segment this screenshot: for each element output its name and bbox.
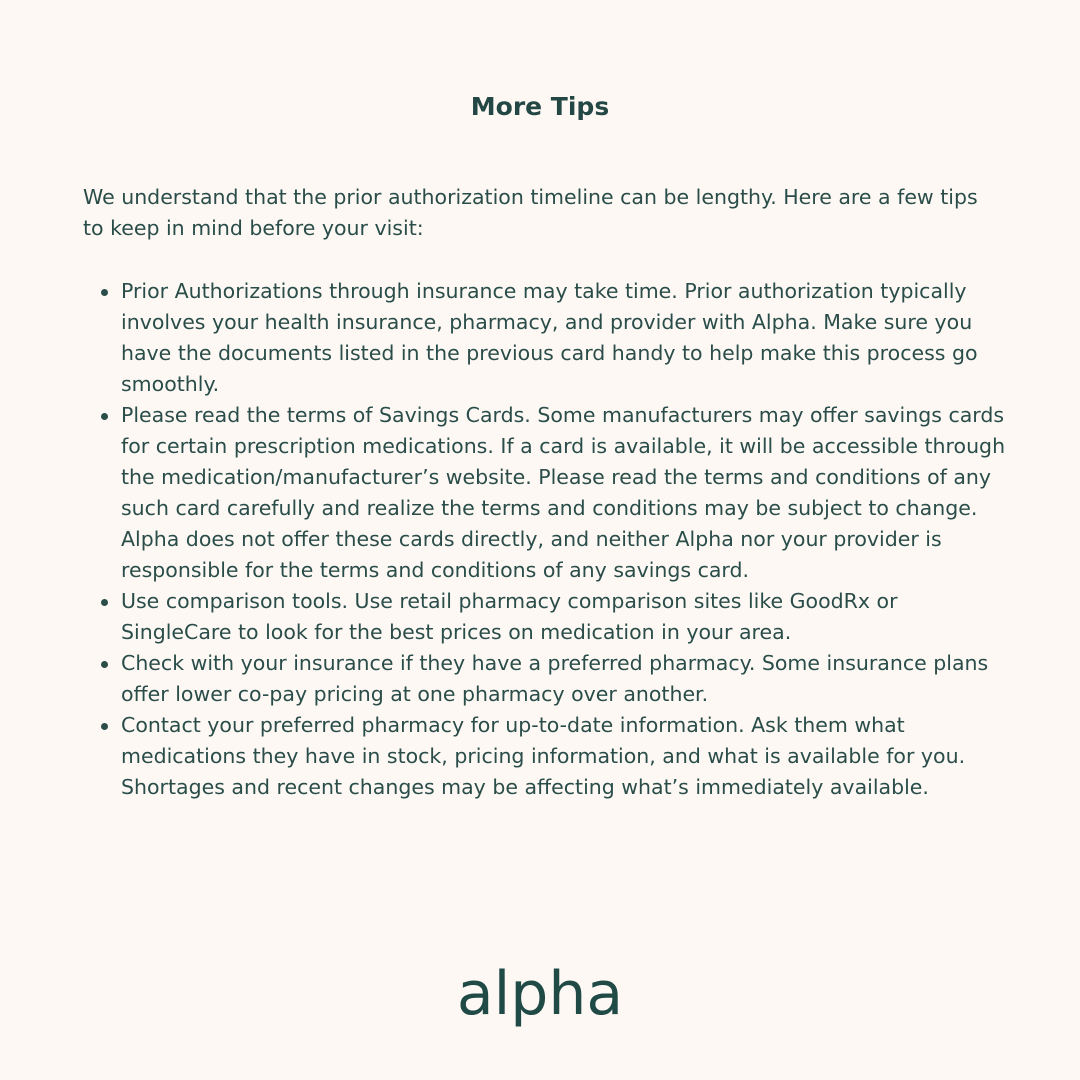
page-title: More Tips [470,92,610,121]
tip-item-preferred-pharmacy: Check with your insurance if they have a preferred pharmacy. Some insurance plans offer lower co-pay pricing at one pharmacy over another. [82,648,1012,710]
tips-list [82,276,1012,803]
alpha-logo-mark [440,962,640,1042]
alpha-logo [440,962,640,1042]
tip-item-prior-authorization: Prior Authorizations through insurance may take time. Prior authorization typically involves your health insurance, pharmacy, and provider with Alpha. Make sure you have the documents listed in the previous card handy to help make this process go smoothly. [82,276,1012,400]
tip-item-comparison-tools: Use comparison tools. Use retail pharmacy comparison sites like GoodRx or SingleCare to look for the best prices on medication in your area. [82,586,1012,648]
tip-item-contact-pharmacy: Contact your preferred pharmacy for up-to-date information. Ask them what medications they have in stock, pricing information, and what is available for you. Shortages and recent changes may be affecting what’s immediately available. [82,710,1012,803]
tip-item-savings-cards: Please read the terms of Savings Cards. Some manufacturers may offer savings cards for certain prescription medications. If a card is available, it will be accessible through the medication/manufacturer’s website. Please read the terms and conditions of any such card carefully and realize the terms and conditions may be subject to change. Alpha does not offer these cards directly, and neither Alpha nor your provider is responsible for the terms and conditions of any savings card. [82,400,1012,586]
alpha-logo-text: alpha [456,962,624,1029]
intro-paragraph: We understand that the prior authorization timeline can be lengthy. Here are a few tips to keep in mind before your visit: [83,185,978,240]
